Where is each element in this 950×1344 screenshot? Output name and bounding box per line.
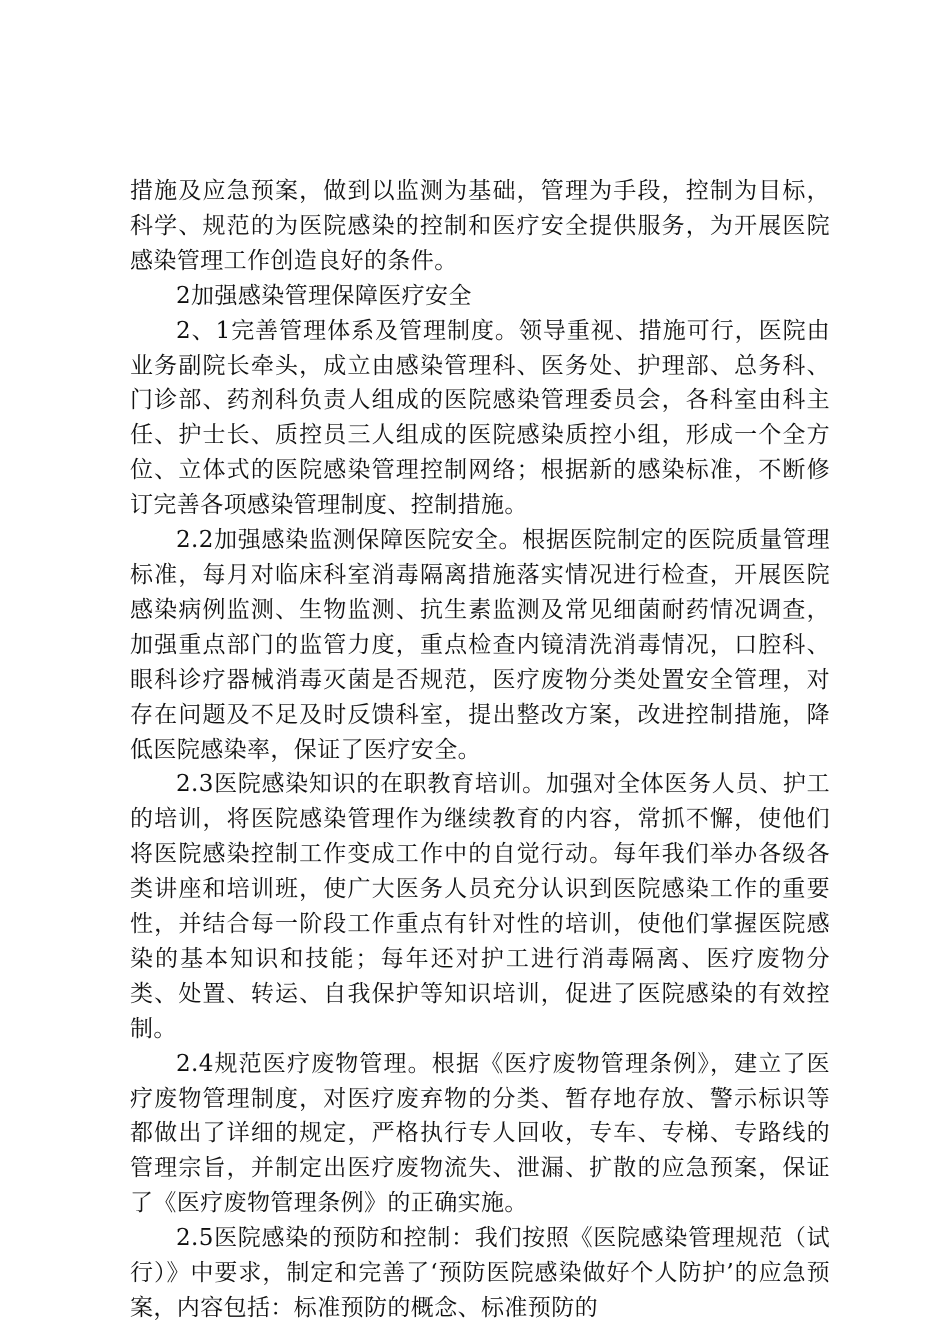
paragraph-2-3-staff-training: 2.3医院感染知识的在职教育培训。加强对全体医务人员、护工的培训，将医院感染管理作为继续教育的内容，常抓不懈，使他们将医院感染控制工作变成工作中的自觉行动。每年我们举办各级各类讲座和培训班，使广大医务人员充分认识到医院感染工作的重要性，并结合每一阶段工作重点有针对性的培训，使他们掌握医院感染的基本知识和技能；每年还对护工进行消毒隔离、医疗废物分类、处置、转运、自我保护等知识培训，促进了医院感染的有效控制。 <box>130 771 830 1042</box>
section-heading-2: 2加强感染管理保障医疗安全 <box>176 282 472 309</box>
paragraph-2-1-management-system: 2、1完善管理体系及管理制度。领导重视、措施可行，医院由业务副院长牵头，成立由感染管理科、医务处、护理部、总务科、门诊部、药剂科负责人组成的医院感染管理委员会，各科室由科主任、护士长、质控员三人组成的医院感染质控小组，形成一个全方位、立体式的医院感染管理控制网络；根据新的感染标准，不断修订完善各项感染管理制度、控制措施。 <box>130 317 830 519</box>
paragraph-2-5-prevention-control: 2.5医院感染的预防和控制：我们按照《医院感染管理规范（试行）》中要求，制定和完善了‘预防医院感染做好个人防护’的应急预案，内容包括：标准预防的概念、标准预防的 <box>130 1225 830 1321</box>
paragraph-2-4-medical-waste: 2.4规范医疗废物管理。根据《医疗废物管理条例》，建立了医疗废物管理制度，对医疗废弃物的分类、暂存地存放、警示标识等都做出了详细的规定，严格执行专人回收，专车、专梯、专路线的管理宗旨，并制定出医疗废物流失、泄漏、扩散的应急预案，保证了《医疗废物管理条例》的正确实施。 <box>130 1050 830 1217</box>
paragraph-measures-intro: 措施及应急预案，做到以监测为基础，管理为手段，控制为目标，科学、规范的为医院感染的控制和医疗安全提供服务，为开展医院感染管理工作创造良好的条件。 <box>130 178 830 274</box>
document-body <box>130 174 830 1326</box>
paragraph-2-2-infection-monitoring: 2.2加强感染监测保障医院安全。根据医院制定的医院质量管理标准，每月对临床科室消毒隔离措施落实情况进行检查，开展医院感染病例监测、生物监测、抗生素监测及常见细菌耐药情况调查，加强重点部门的监管力度，重点检查内镜清洗消毒情况，口腔科、眼科诊疗器械消毒灭菌是否规范，医疗废物分类处置安全管理，对存在问题及不足及时反馈科室，提出整改方案，改进控制措施，降低医院感染率，保证了医疗安全。 <box>130 527 830 763</box>
